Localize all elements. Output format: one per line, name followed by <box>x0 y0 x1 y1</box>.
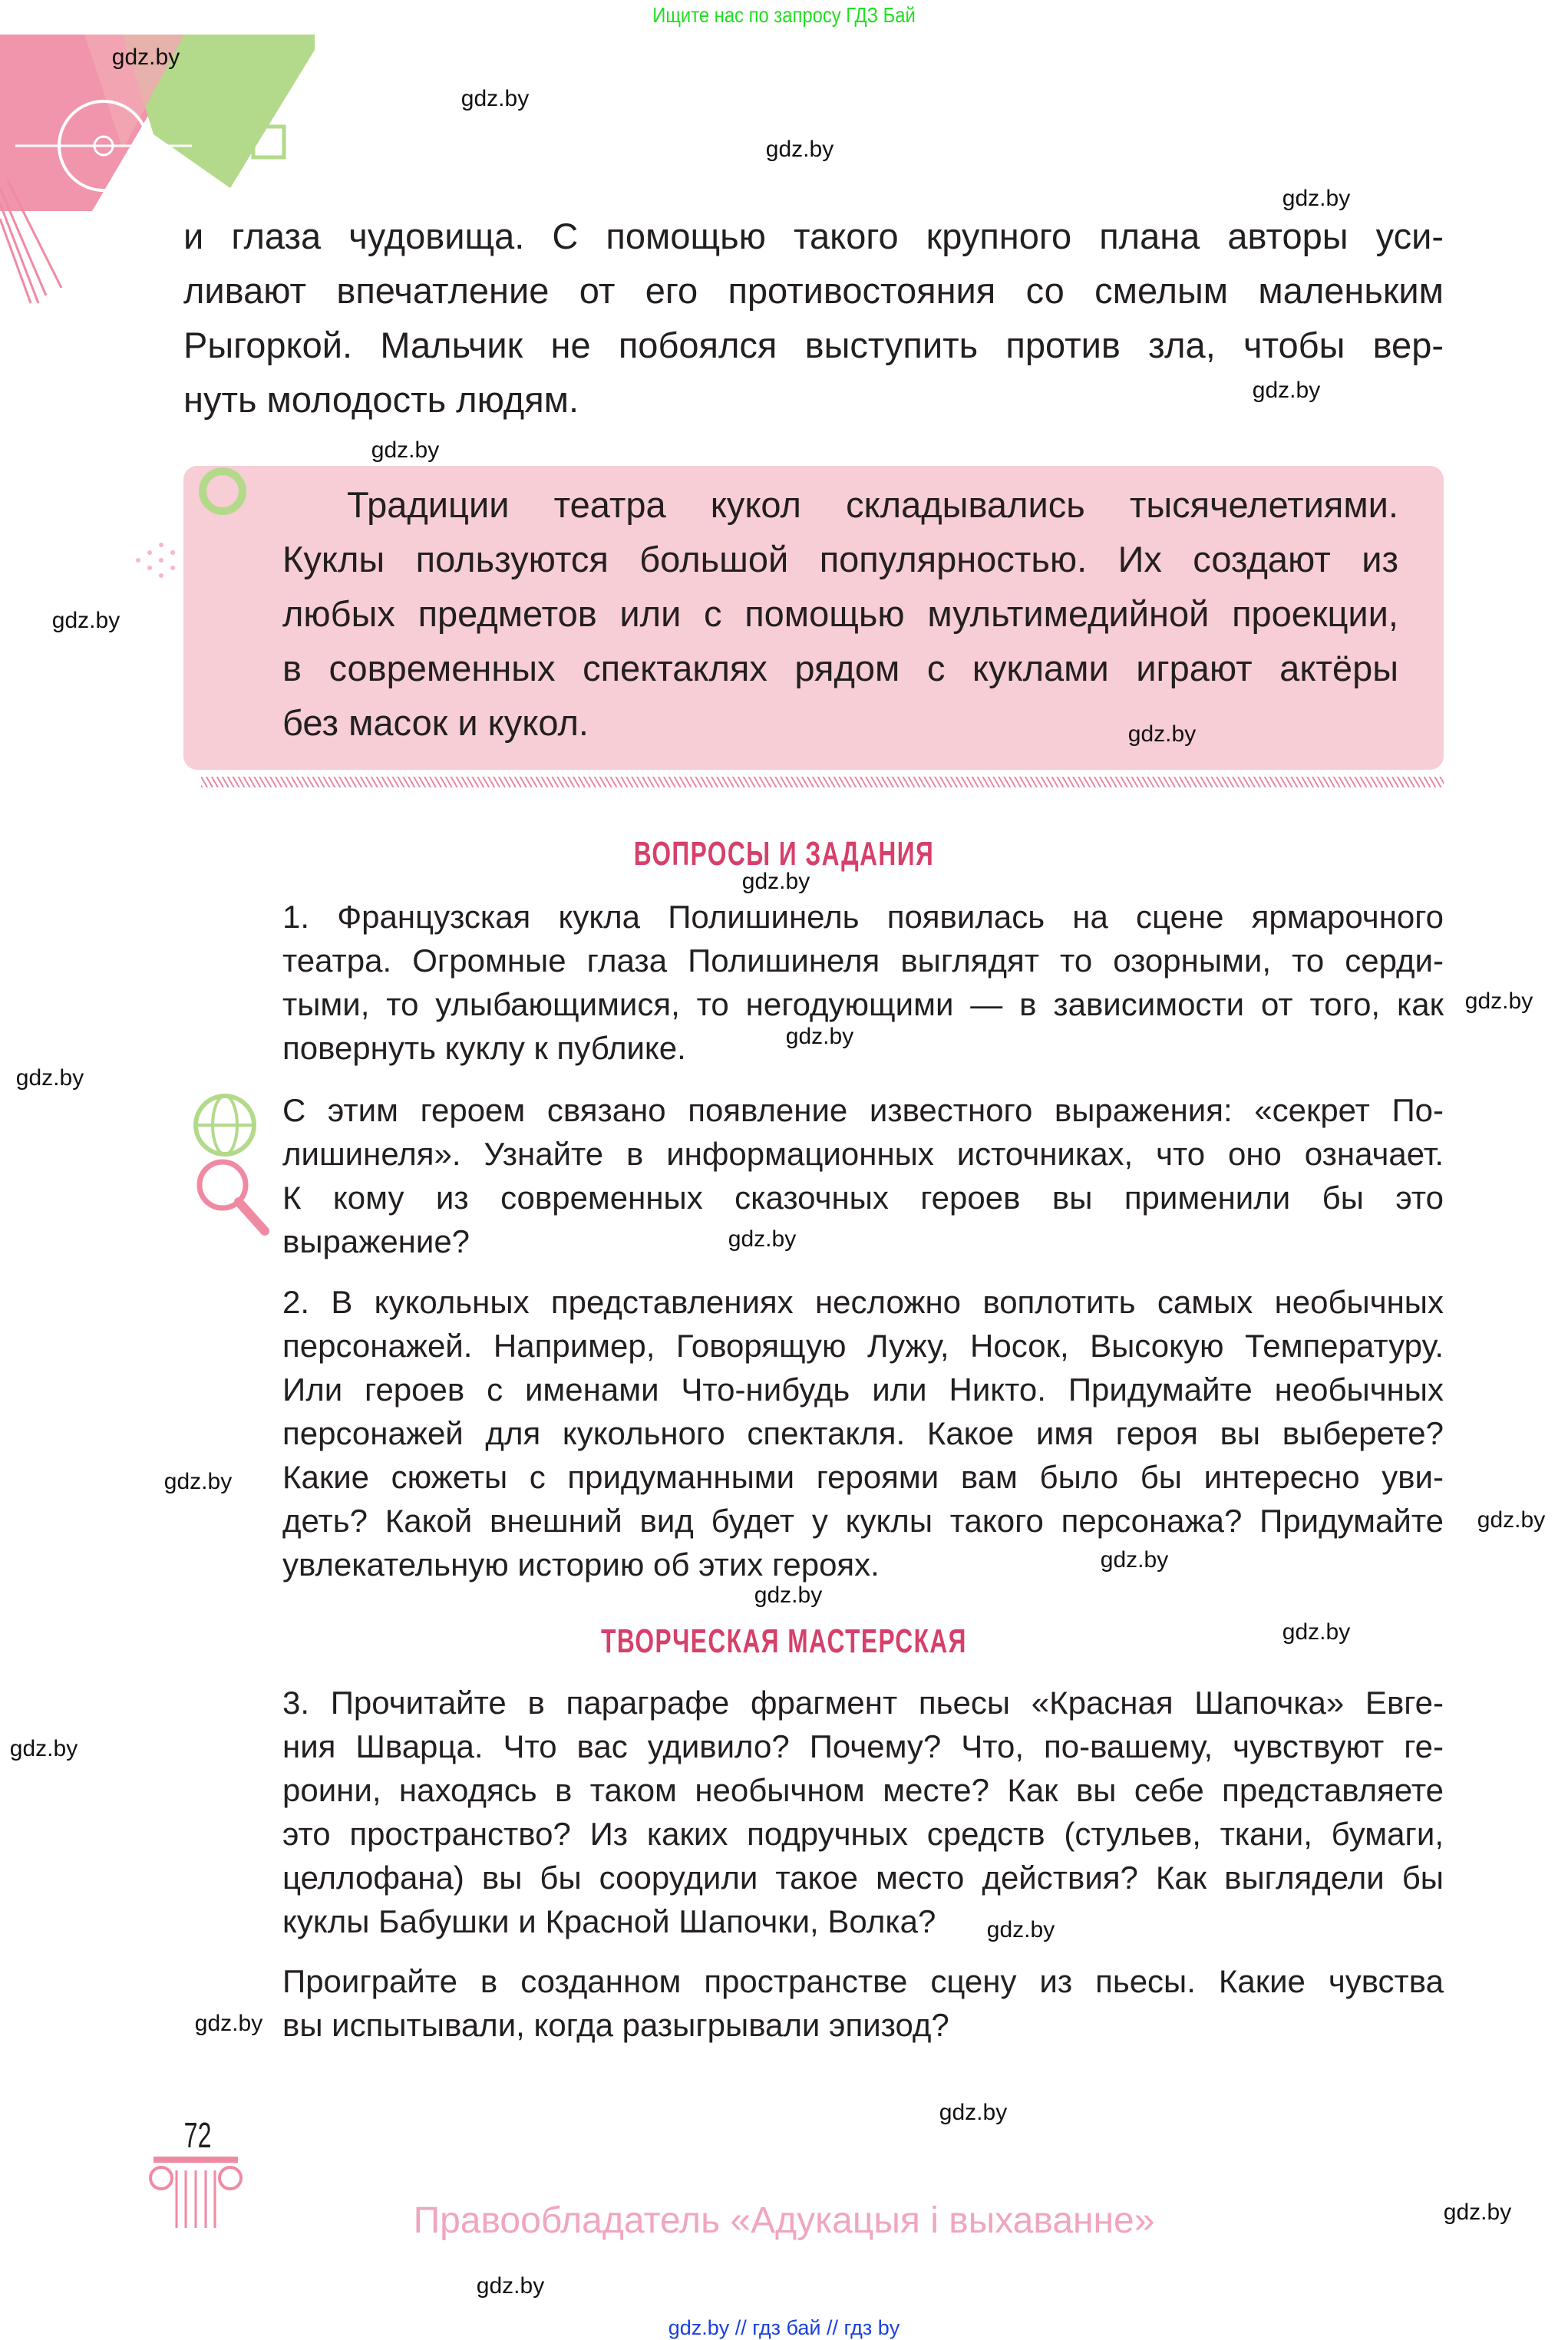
watermark: gdz.by <box>9 1736 78 1761</box>
text-line: выражение? <box>282 1223 470 1259</box>
text-line: театра. Огромные глаза Полишинеля выглядят то озорными, то серди- <box>282 942 1444 979</box>
text-line: Традиции театра кукол складывались тысячелетиями. <box>347 484 1398 525</box>
watermark: gdz.by <box>986 1917 1055 1942</box>
pattern-decoration-icon <box>123 460 284 622</box>
text-line: Рыгоркой. Мальчик не побоялся выступить против зла, чтобы вер- <box>183 325 1444 365</box>
watermark: gdz.by <box>741 869 810 894</box>
text-line: Куклы пользуются большой популярностью. Их создают из <box>282 539 1398 579</box>
watermark: gdz.by <box>1443 2200 1512 2225</box>
watermark: gdz.by <box>15 1065 84 1091</box>
globe-search-icon <box>180 1093 272 1246</box>
text-line: вы испытывали, когда разыгрывали эпизод? <box>282 2007 949 2043</box>
question-3-task <box>282 1959 1444 2047</box>
watermark: gdz.by <box>939 2100 1008 2125</box>
watermark: gdz.by <box>111 45 180 70</box>
watermark: gdz.by <box>765 137 834 162</box>
watermark: gdz.by <box>1282 186 1351 211</box>
watermark: gdz.by <box>460 86 530 111</box>
highlight-text <box>282 477 1398 750</box>
watermark: gdz.by <box>1464 988 1533 1014</box>
watermark: gdz.by <box>1100 1547 1169 1573</box>
text-line: ния Шварца. Что вас удивило? Почему? Что, по-вашему, чувствуют ге- <box>282 1728 1444 1764</box>
questions-heading: ВОПРОСЫ И ЗАДАНИЯ <box>633 835 935 873</box>
watermark: gdz.by <box>1282 1619 1351 1645</box>
text-line: в современных спектаклях рядом с куклами играют актёры <box>282 648 1398 688</box>
text-line: роини, находясь в таком необычном месте? Как вы себе представляете <box>282 1772 1444 1808</box>
text-line: увлекательную историю об этих героях. <box>282 1546 880 1583</box>
text-line: деть? Какой внешний вид будет у куклы такого персонажа? Придумайте <box>282 1503 1444 1539</box>
text-line: К кому из современных сказочных героев вы применили бы это <box>282 1180 1444 1216</box>
question-1-task <box>282 1088 1444 1263</box>
text-line: Какие сюжеты с придуманными героями вам было бы интересно уви- <box>282 1459 1444 1495</box>
watermark: gdz.by <box>1127 721 1197 747</box>
text-line: персонажей. Например, Говорящую Лужу, Носок, Высокую Температуру. <box>282 1328 1444 1364</box>
text-line: лишинеля». Узнайте в информационных источниках, что оно означает. <box>282 1136 1444 1172</box>
text-line: С этим героем связано появление известного выражения: «секрет По- <box>282 1092 1444 1128</box>
text-line: ливают впечатление от его противостояния со смелым маленьким <box>183 270 1444 311</box>
text-line: 2. В кукольных представлениях несложно воплотить самых необычных <box>282 1284 1444 1320</box>
text-line: целлофана) вы бы соорудили такое место действия? Как выглядели бы <box>282 1860 1444 1896</box>
watermark: gdz.by <box>163 1469 233 1494</box>
text-line: тыми, то улыбающимися, то негодующими — в зависимости от того, как <box>282 986 1444 1022</box>
text-line: повернуть куклу к публике. <box>282 1030 686 1066</box>
question-3 <box>282 1681 1444 1943</box>
workshop-heading: ТВОРЧЕСКАЯ МАСТЕРСКАЯ <box>601 1622 967 1660</box>
hatched-divider <box>201 777 1444 787</box>
text-line: Или героев с именами Что-нибудь или Никто. Придумайте необычных <box>282 1371 1444 1408</box>
question-1 <box>282 895 1444 1070</box>
bottom-links[interactable]: gdz.by // гдз бай // гдз by <box>668 2316 900 2339</box>
text-line: и глаза чудовища. С помощью такого крупного плана авторы уси- <box>183 216 1444 256</box>
watermark: gdz.by <box>476 2273 545 2299</box>
top-banner: Ищите нас по запросу ГДЗ Бай <box>652 3 916 27</box>
watermark: gdz.by <box>371 437 440 463</box>
watermark: gdz.by <box>754 1583 823 1608</box>
text-line: 3. Прочитайте в параграфе фрагмент пьесы «Красная Шапочка» Евге- <box>282 1685 1444 1721</box>
watermark: gdz.by <box>1477 1507 1546 1533</box>
text-line: без масок и кукол. <box>282 702 589 743</box>
watermark: gdz.by <box>1252 378 1321 403</box>
copyright-footer: Правообладатель «Адукацыя і выхаванне» <box>413 2200 1155 2241</box>
text-line: любых предметов или с помощью мультимедийной проекции, <box>282 593 1398 634</box>
watermark: gdz.by <box>194 2011 263 2036</box>
watermark: gdz.by <box>785 1024 854 1049</box>
text-line: 1. Французская кукла Полишинель появилась на сцене ярмарочного <box>282 899 1444 935</box>
text-line: куклы Бабушки и Красной Шапочки, Волка? <box>282 1903 936 1939</box>
page-number: 72 <box>183 2115 212 2155</box>
text-line: нуть молодость людям. <box>183 379 579 420</box>
question-2 <box>282 1280 1444 1586</box>
text-line: это пространство? Из каких подручных средств (стульев, ткани, бумаги, <box>282 1816 1444 1852</box>
watermark: gdz.by <box>728 1226 797 1252</box>
watermark: gdz.by <box>51 608 120 633</box>
text-line: Проиграйте в созданном пространстве сцену из пьесы. Какие чувства <box>282 1963 1444 1999</box>
text-line: персонажей для кукольного спектакля. Какое имя героя вы выберете? <box>282 1415 1444 1451</box>
